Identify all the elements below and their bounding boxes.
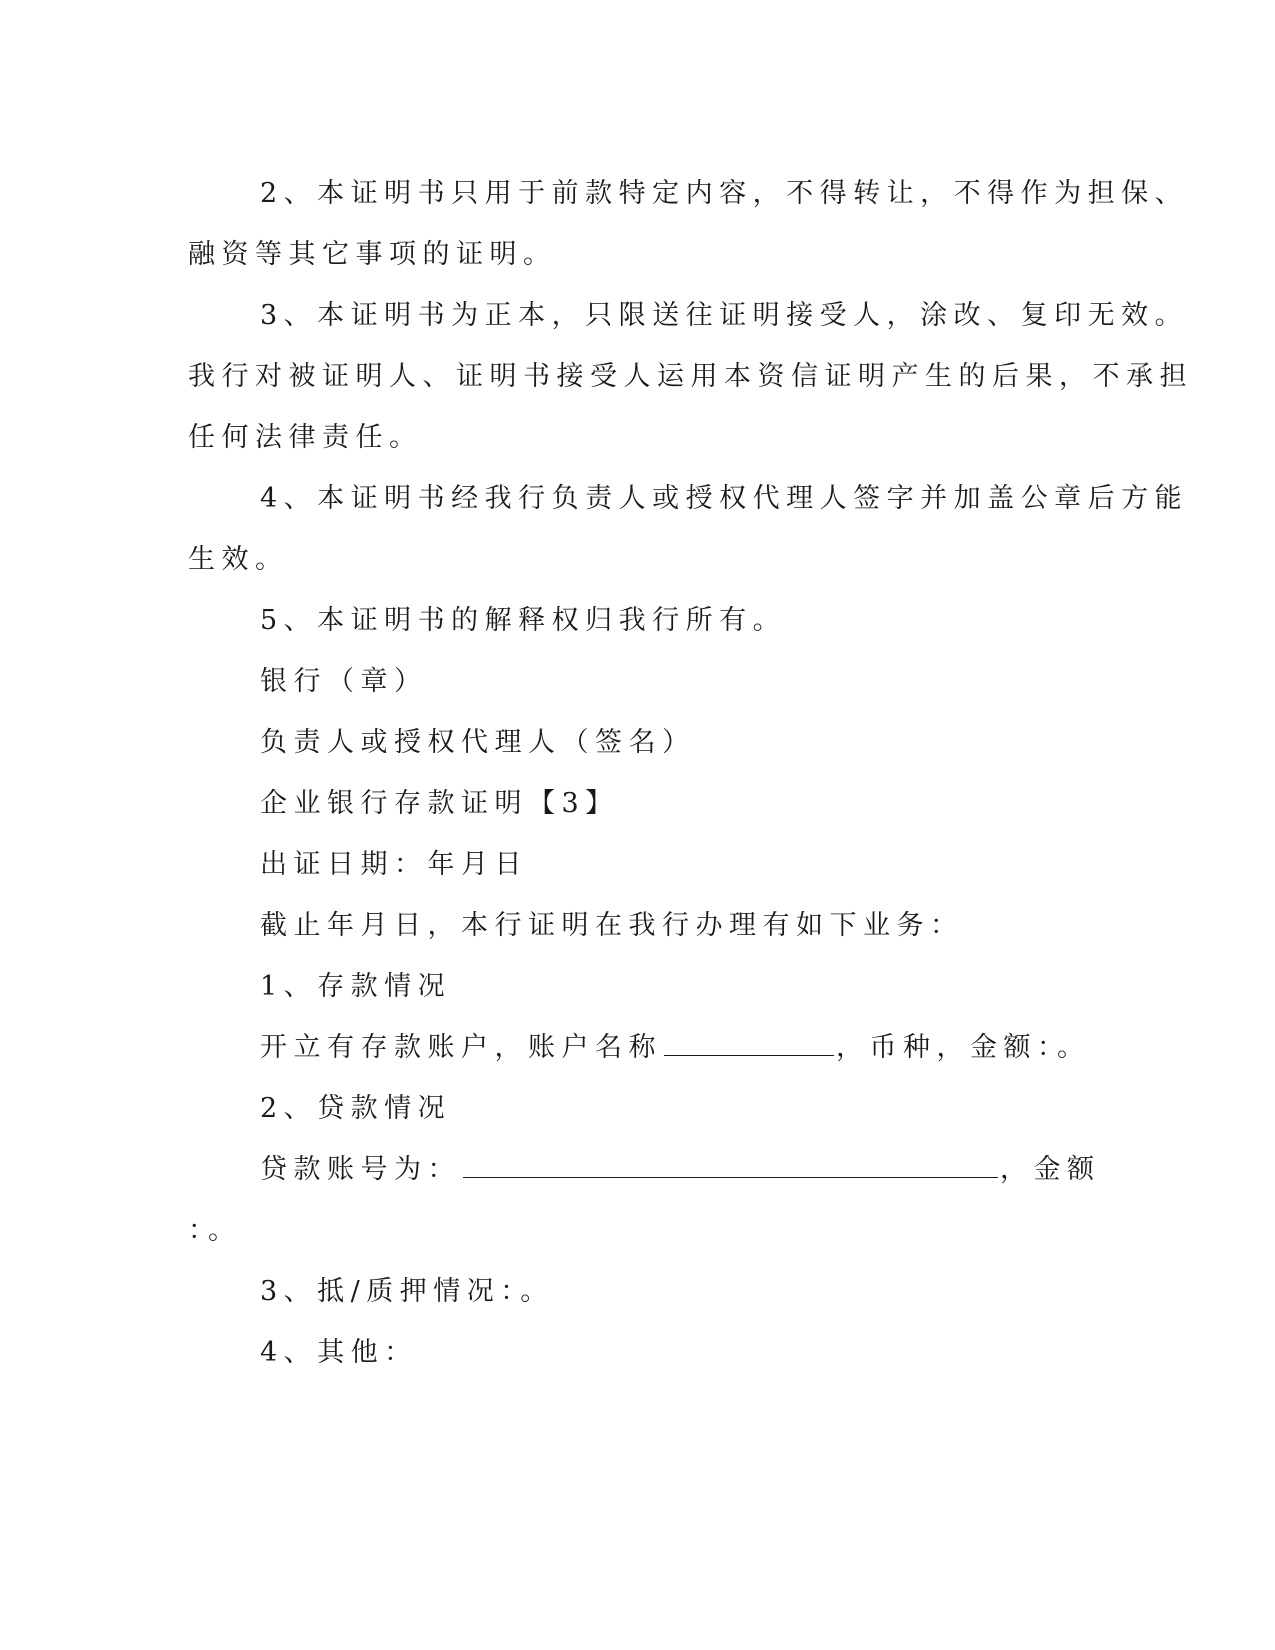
document-body <box>188 163 1193 1383</box>
deposit-account-label: 开立有存款账户，账户名称 <box>260 1032 662 1063</box>
clause-2-line-1: 2、本证明书只用于前款特定内容，不得转让，不得作为担保、 <box>260 178 1189 209</box>
clause-4-line-1: 4、本证明书经我行负责人或授权代理人签字并加盖公章后方能 <box>260 483 1189 514</box>
clause-3-line-1: 3、本证明书为正本，只限送往证明接受人，涂改、复印无效。 <box>260 300 1189 331</box>
issue-date-label: 出证日期：年月日 <box>260 849 528 880</box>
item-pledge: 3、抵/质押情况：。 <box>260 1276 554 1307</box>
loan-account-label: 贷款账号为： <box>260 1154 461 1185</box>
deposit-account-line <box>188 1017 1091 1078</box>
deposit-currency-amount: ，币种，金额：。 <box>836 1032 1091 1063</box>
clause-4-line-2: 生效。 <box>188 544 289 575</box>
clause-3-line-3: 任何法律责任。 <box>188 422 423 453</box>
bank-seal-label: 银行（章） <box>260 666 428 697</box>
item-loan-heading: 2、贷款情况 <box>260 1093 452 1124</box>
loan-amount-continuation: ：。 <box>188 1215 242 1246</box>
loan-amount-label: ，金额 <box>1000 1154 1101 1185</box>
item-other: 4、其他： <box>260 1337 418 1368</box>
account-name-blank <box>664 1031 834 1056</box>
intro-statement: 截止年月日，本行证明在我行办理有如下业务： <box>260 910 964 941</box>
section-heading: 企业银行存款证明【3】 <box>260 788 619 819</box>
item-deposit-heading: 1、存款情况 <box>260 971 452 1002</box>
clause-3-line-2: 我行对被证明人、证明书接受人运用本资信证明产生的后果，不承担 <box>188 361 1193 392</box>
clause-2-line-2: 融资等其它事项的证明。 <box>188 239 557 270</box>
loan-account-blank <box>463 1153 998 1178</box>
signatory-label: 负责人或授权代理人（签名） <box>260 727 696 758</box>
loan-account-line <box>188 1139 1101 1200</box>
clause-5: 5、本证明书的解释权归我行所有。 <box>260 605 787 636</box>
